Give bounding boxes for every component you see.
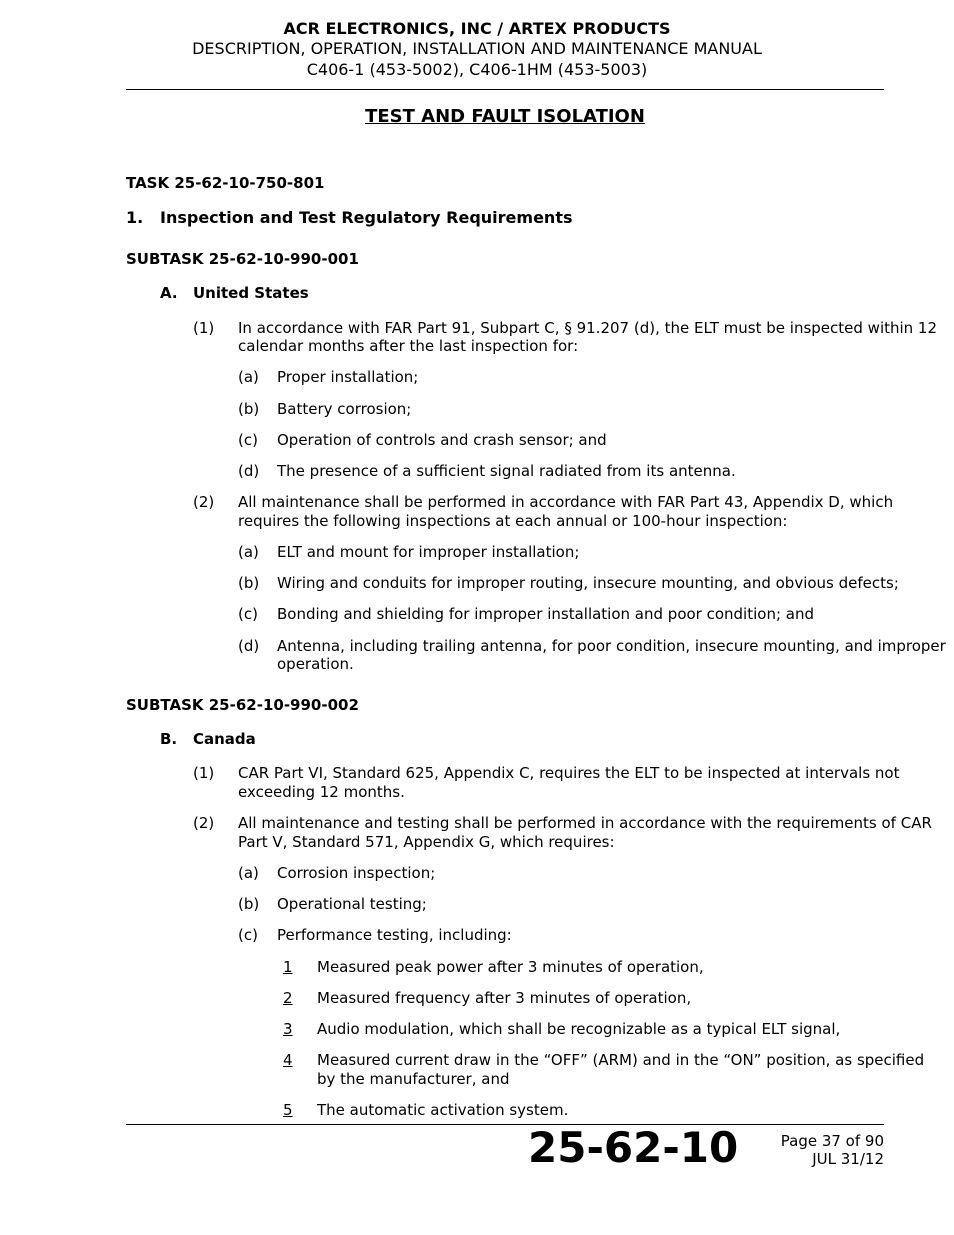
- item-number: (1): [193, 764, 215, 782]
- step-text: by the manufacturer, and: [317, 1070, 510, 1088]
- sub-item-text: Corrosion inspection;: [277, 864, 436, 882]
- sub-item-letter: (b): [238, 895, 260, 913]
- model-numbers: C406-1 (453-5002), C406-1HM (453-5003): [306, 60, 648, 79]
- paragraph-line: All maintenance and testing shall be performed in accordance with the requirements of CAR: [238, 814, 932, 832]
- step-text: Audio modulation, which shall be recognizable as a typical ELT signal,: [317, 1020, 841, 1038]
- sub-item-letter: (a): [238, 368, 259, 386]
- step-text: Measured peak power after 3 minutes of operation,: [317, 958, 704, 976]
- task-id: TASK 25-62-10-750-801: [126, 174, 325, 192]
- sub-item-text: Operation of controls and crash sensor; and: [277, 431, 607, 449]
- sub-item-letter: (a): [238, 543, 259, 561]
- paragraph-line: Part V, Standard 571, Appendix G, which requires:: [238, 833, 615, 851]
- company-name: ACR ELECTRONICS, INC / ARTEX PRODUCTS: [283, 19, 671, 38]
- paragraph-line: exceeding 12 months.: [238, 783, 405, 801]
- section-b-title: Canada: [193, 730, 256, 748]
- subtask-id-2: SUBTASK 25-62-10-990-002: [126, 696, 359, 714]
- sub-item-text: ELT and mount for improper installation;: [277, 543, 580, 561]
- sub-item-letter: (a): [238, 864, 259, 882]
- revision-date: JUL 31/12: [812, 1150, 884, 1168]
- paragraph-line: requires the following inspections at each annual or 100-hour inspection:: [238, 512, 788, 530]
- step-number: 2: [283, 989, 293, 1007]
- step-number: 3: [283, 1020, 293, 1038]
- paragraph-line: calendar months after the last inspection for:: [238, 337, 579, 355]
- sub-item-letter: (d): [238, 462, 260, 480]
- sub-item-text: Bonding and shielding for improper installation and poor condition; and: [277, 605, 814, 623]
- sub-item-letter: (b): [238, 574, 260, 592]
- sub-item-text: Proper installation;: [277, 368, 419, 386]
- section-a-title: United States: [193, 284, 309, 302]
- paragraph-line: All maintenance shall be performed in accordance with FAR Part 43, Appendix D, which: [238, 493, 894, 511]
- sub-item-letter: (d): [238, 637, 260, 655]
- paragraph-line: CAR Part VI, Standard 625, Appendix C, requires the ELT to be inspected at intervals not: [238, 764, 900, 782]
- section-b-label: B.: [160, 730, 178, 748]
- sub-item-letter: (c): [238, 605, 258, 623]
- heading-number: 1.: [126, 208, 144, 227]
- section-title: TEST AND FAULT ISOLATION: [365, 106, 645, 127]
- sub-item-letter: (c): [238, 431, 258, 449]
- sub-item-text: Performance testing, including:: [277, 926, 512, 944]
- sub-item-text: operation.: [277, 655, 354, 673]
- item-number: (1): [193, 319, 215, 337]
- step-text: The automatic activation system.: [317, 1101, 569, 1119]
- step-number: 4: [283, 1051, 293, 1069]
- header-rule: [126, 89, 884, 90]
- sub-item-letter: (c): [238, 926, 258, 944]
- footer-rule: [126, 1124, 884, 1125]
- step-text: Measured frequency after 3 minutes of operation,: [317, 989, 692, 1007]
- item-number: (2): [193, 493, 215, 511]
- sub-item-text: Antenna, including trailing antenna, for poor condition, insecure mounting, and improper: [277, 637, 946, 655]
- sub-item-letter: (b): [238, 400, 260, 418]
- sub-item-text: Operational testing;: [277, 895, 427, 913]
- page-number: Page 37 of 90: [780, 1132, 884, 1150]
- sub-item-text: Battery corrosion;: [277, 400, 412, 418]
- step-number: 1: [283, 958, 293, 976]
- step-text: Measured current draw in the “OFF” (ARM) and in the “ON” position, as specified: [317, 1051, 925, 1069]
- chapter-code: 25-62-10: [528, 1123, 739, 1172]
- item-number: (2): [193, 814, 215, 832]
- heading-text: Inspection and Test Regulatory Requirements: [160, 208, 573, 227]
- sub-item-text: Wiring and conduits for improper routing, insecure mounting, and obvious defects;: [277, 574, 899, 592]
- step-number: 5: [283, 1101, 293, 1119]
- paragraph-line: In accordance with FAR Part 91, Subpart C, § 91.207 (d), the ELT must be inspected within 12: [238, 319, 938, 337]
- section-a-label: A.: [160, 284, 178, 302]
- subtask-id-1: SUBTASK 25-62-10-990-001: [126, 250, 359, 268]
- manual-title: DESCRIPTION, OPERATION, INSTALLATION AND MAINTENANCE MANUAL: [192, 39, 762, 58]
- sub-item-text: The presence of a sufficient signal radiated from its antenna.: [277, 462, 736, 480]
